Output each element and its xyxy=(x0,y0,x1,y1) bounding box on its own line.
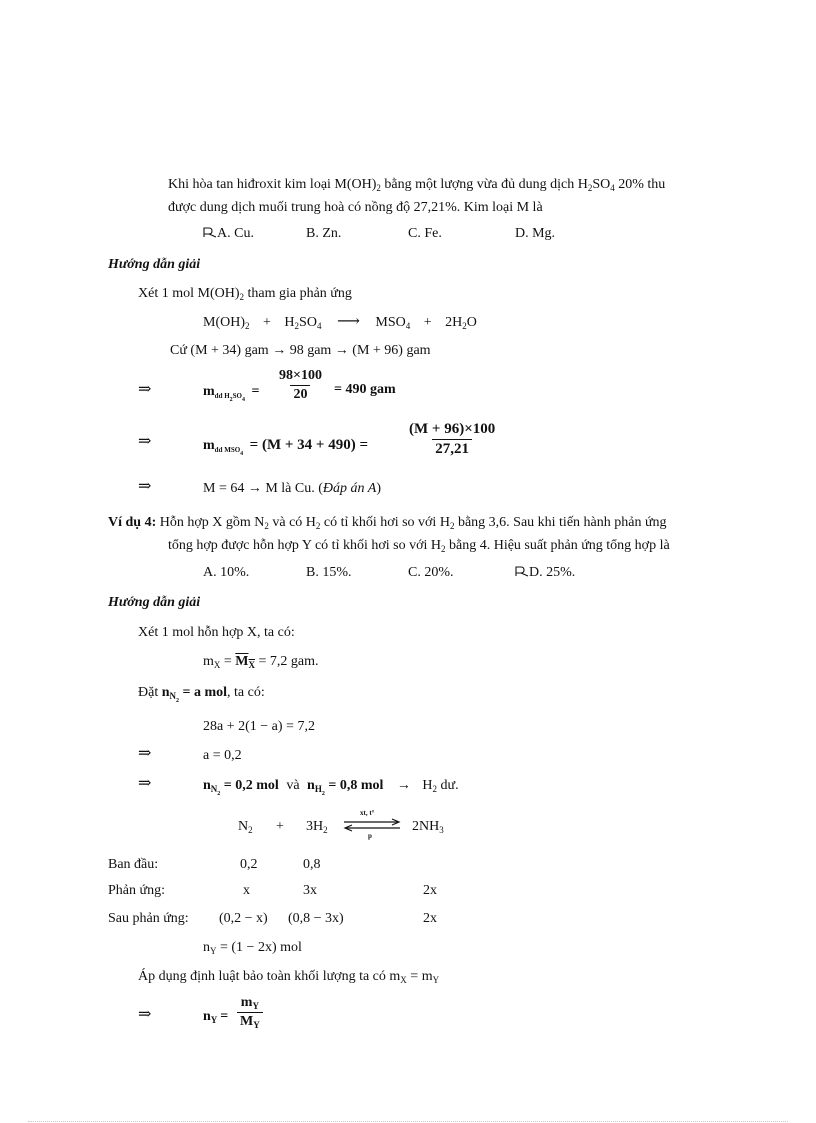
sol3-eq2-lhs: $m_{dd MSO_4} = (M + 34 + 490)$ = xyxy=(203,437,368,457)
sol3-ratio: Cứ (M + 34) gam → 98 gam → (M + 96) gam xyxy=(170,343,431,358)
example4-line2: tổng hợp được hỗn hợp Y có tỉ khối hơi so với $H_2$ bằng 4. Hiệu suất phản ứng tổng hợp là xyxy=(168,538,670,554)
implies-2: ⇒ xyxy=(138,433,152,450)
sol4-product: $2NH_3$ xyxy=(412,819,444,835)
problem3-option-d: D. Mg. xyxy=(515,226,556,241)
implies-5: ⇒ xyxy=(138,775,152,792)
table-cell: (0,8 − 3x) xyxy=(288,911,344,926)
problem3-line2: được dung dịch muối trung hoà có nồng độ 27,21%. Kim loại M là xyxy=(168,200,543,215)
example4-option-c: C. 20%. xyxy=(408,565,454,580)
table-cell: x xyxy=(243,883,250,898)
sol3-consider: Xét 1 mol $M(OH)_2$ tham gia phản ứng xyxy=(138,286,352,302)
sol4-ny: $n_Y = (1 - 2x)$ mol xyxy=(203,940,302,956)
table-cell: 0,8 xyxy=(303,857,321,872)
sol3-answer: M = 64 → M là Cu. (Đáp án A) xyxy=(203,481,381,496)
implies-6: ⇒ xyxy=(138,1006,152,1023)
table-cell: 3x xyxy=(303,883,317,898)
guide-heading-2: Hướng dẫn giải xyxy=(108,595,201,610)
sol4-equation: 28a + 2(1 − a) = 7,2 xyxy=(203,719,315,734)
table-cell: 2x xyxy=(423,883,437,898)
sol4-a-value: a = 0,2 xyxy=(203,748,242,763)
sol4-result: $n_{N_2} = 0,2$ mol và $n_{H_2} = 0,8$ mol → $H_2$ dư. xyxy=(203,778,459,797)
sol4-mx: $m_X = M_X = 7,2$ gam. xyxy=(203,654,319,670)
pen-icon xyxy=(515,566,529,577)
implies-3: ⇒ xyxy=(138,478,152,495)
implies-1: ⇒ xyxy=(138,381,152,398)
example4-option-a: A. 10%. xyxy=(203,565,250,580)
problem3-line1: Khi hòa tan hiđroxit kim loại $M(OH)_2$ bằng một lượng vừa đủ dung dịch $H_2SO_4$ 20% thu xyxy=(168,177,666,193)
sol4-last-fraction: $\frac{m_Y}{M_Y}$ xyxy=(237,995,263,1030)
problem3-option-a: A. Cu. xyxy=(203,225,254,243)
sol4-consider: Xét 1 mol hỗn hợp X, ta có: xyxy=(138,625,295,640)
sol4-reactant-n2: $N_2$ xyxy=(238,819,253,835)
sol3-eq1-lhs: $m_{dd H_2SO_4}$ = xyxy=(203,384,260,403)
sol3-eq2-fraction: $\frac{(M + 96)\times 100}{27,21}$ xyxy=(409,421,496,457)
example4-option-b: B. 15%. xyxy=(306,565,352,580)
sol3-eq1-rhs: = 490 gam xyxy=(334,382,396,397)
sol3-reaction: $M(OH)_2 + H_2SO_4$ ⟶ $MSO_4 + 2H_2O$ xyxy=(203,313,477,331)
sol4-reactant-h2: $3H_2$ xyxy=(306,819,328,835)
sol4-pressure-label: p xyxy=(368,832,372,840)
sol4-plus: + xyxy=(276,819,284,834)
sol4-apply: Áp dụng định luật bảo toàn khối lượng ta có $m_X = m_Y$ xyxy=(138,969,440,985)
example4-line1: Ví dụ 4: Hỗn hợp X gồm $N_2$ và có $H_2$ có tỉ khối hơi so với $H_2$ bằng 3,6. Sau khi tiến hành phản ứng xyxy=(108,515,667,531)
sol4-set: Đặt $n_{N_2} = a$ mol, ta có: xyxy=(138,685,265,704)
table-cell: 0,2 xyxy=(240,857,258,872)
table-row-label: Sau phản ứng: xyxy=(108,911,189,926)
implies-4: ⇒ xyxy=(138,745,152,762)
table-row-label: Ban đầu: xyxy=(108,857,159,872)
table-cell: (0,2 − x) xyxy=(219,911,268,926)
table-cell: 2x xyxy=(423,911,437,926)
guide-heading-1: Hướng dẫn giải xyxy=(108,257,201,272)
pen-icon xyxy=(203,227,217,238)
sol4-last-lhs: $n_Y$ = xyxy=(203,1009,229,1025)
page-bottom-divider xyxy=(28,1121,788,1122)
equilibrium-arrow-icon xyxy=(342,818,402,832)
example4-option-d: D. 25%. xyxy=(515,564,575,582)
sol3-eq1-fraction: $\frac{98\times 100}{20}$ xyxy=(279,368,322,402)
table-row-label: Phản ứng: xyxy=(108,883,165,898)
problem3-option-c: C. Fe. xyxy=(408,226,442,241)
problem3-option-b: B. Zn. xyxy=(306,226,342,241)
sol4-catalyst-label: xt, t° xyxy=(360,809,375,817)
